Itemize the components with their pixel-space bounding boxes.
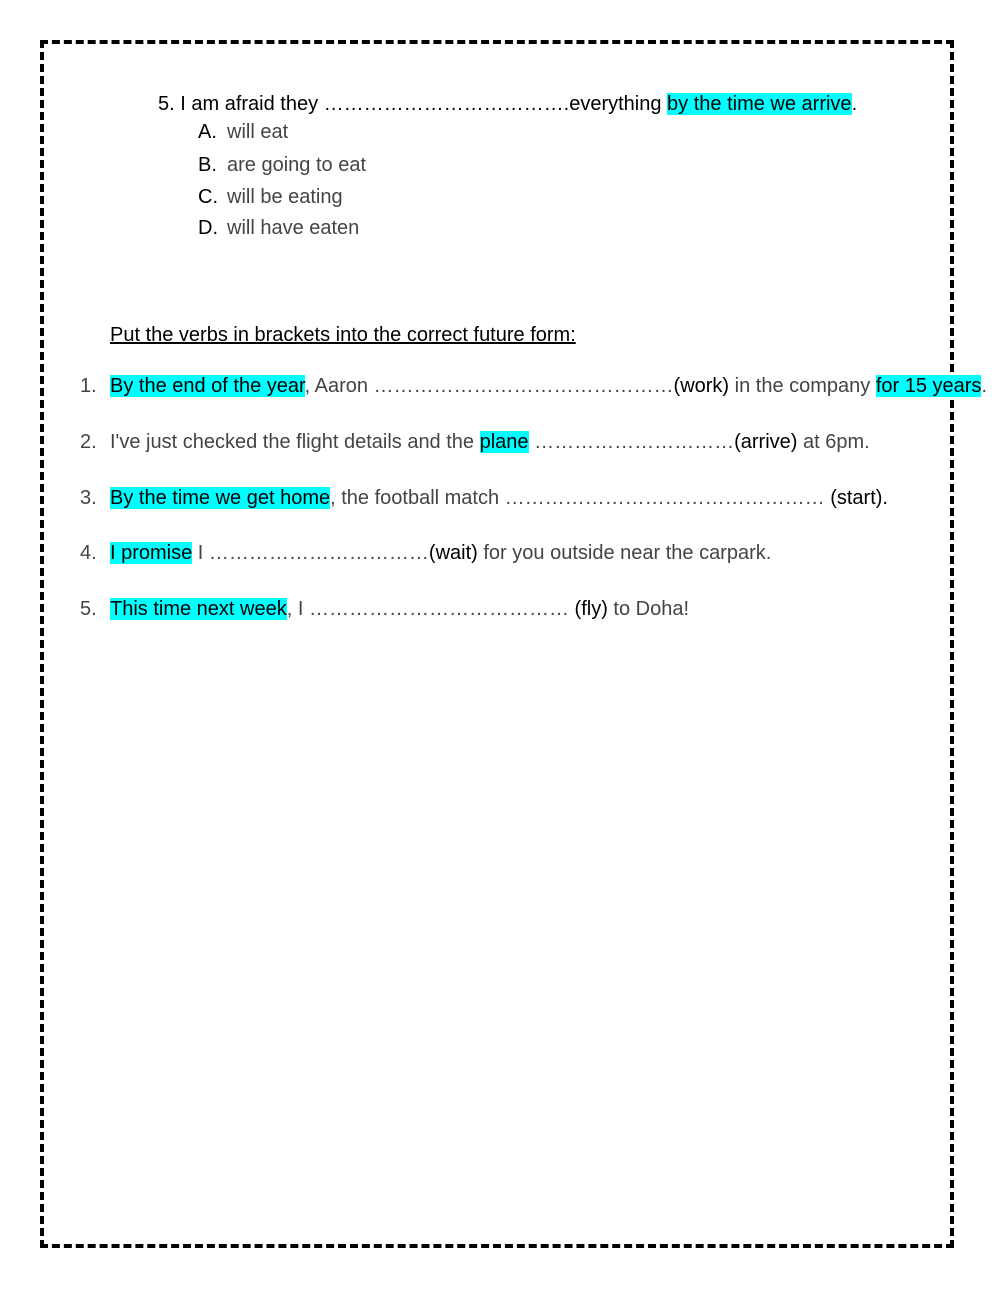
exercise-item-2 (80, 431, 870, 454)
mcq-question (158, 93, 857, 116)
verb-prompt: (arrive) (734, 431, 798, 453)
option-letter: C. (198, 186, 218, 208)
section-instruction: Put the verbs in brackets into the correct future form: (110, 324, 576, 346)
exercise-item-1 (80, 375, 987, 398)
option-text: will eat (227, 121, 289, 143)
highlight-phrase: for 15 years (875, 375, 982, 397)
item-number: 3. (80, 487, 97, 509)
exercise-item-3 (80, 487, 888, 510)
item-text: for you outside near the carpark. (477, 542, 772, 564)
dashed-border-frame (40, 40, 954, 1248)
item-number: 2. (80, 431, 97, 453)
item-text: at 6pm. (797, 431, 870, 453)
mcq-option-b[interactable] (198, 154, 366, 177)
option-text: are going to eat (227, 154, 366, 176)
option-letter: B. (198, 154, 217, 176)
option-letter: A. (198, 121, 217, 143)
item-text: , Aaron ……………………………………… (304, 375, 674, 397)
item-number: 5. (80, 598, 97, 620)
mcq-option-c[interactable] (198, 186, 343, 209)
verb-prompt: (work) (673, 375, 730, 397)
item-number: 4. (80, 542, 97, 564)
verb-prompt: (wait) (428, 542, 478, 564)
mcq-option-a[interactable] (198, 121, 288, 144)
highlight-phrase: By the time we get home (110, 487, 331, 509)
mcq-stem-highlight: by the time we arrive (667, 93, 852, 115)
exercise-item-5 (80, 598, 689, 621)
item-text: I …………………………… (192, 542, 429, 564)
item-text: I've just checked the flight details and the (110, 431, 480, 453)
mcq-stem-end: . (851, 93, 858, 115)
highlight-phrase: This time next week (110, 598, 287, 620)
option-letter: D. (198, 217, 218, 239)
option-text: will have eaten (227, 217, 360, 239)
item-text: , I ………………………………… (286, 598, 575, 620)
exercise-item-4 (80, 542, 771, 565)
mcq-number: 5. (158, 93, 175, 115)
highlight-phrase: I promise (110, 542, 193, 564)
highlight-phrase: plane (479, 431, 529, 453)
item-number: 1. (80, 375, 97, 397)
item-text: , the football match ………………………………………… (330, 487, 831, 509)
verb-prompt: (fly) (574, 598, 608, 620)
verb-prompt: (start). (830, 487, 888, 509)
item-text: ………………………… (528, 431, 735, 453)
item-text: to Doha! (607, 598, 690, 620)
mcq-option-d[interactable] (198, 217, 359, 240)
mcq-stem-start: I am afraid they ……………………………….everything (180, 93, 668, 115)
item-text: . (981, 375, 987, 397)
item-text: in the company (729, 375, 876, 397)
option-text: will be eating (227, 186, 343, 208)
highlight-phrase: By the end of the year (110, 375, 305, 397)
